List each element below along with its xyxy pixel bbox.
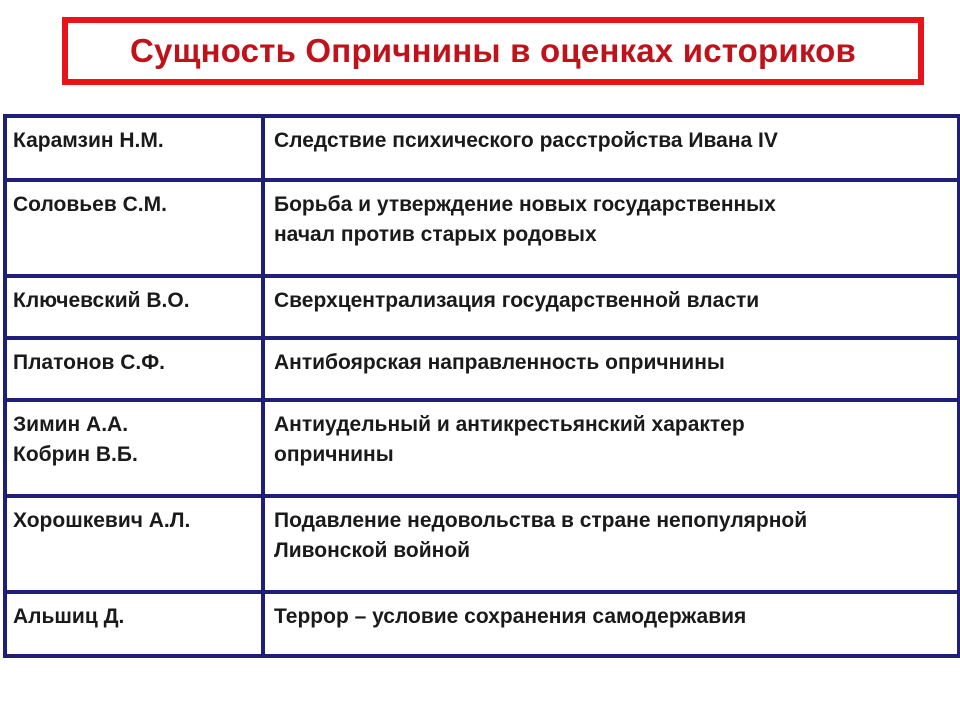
assessment-text: Террор – условие сохранения самодержавия: [274, 605, 747, 628]
historian-cell: [5, 592, 263, 656]
historian-cell: [5, 276, 263, 338]
table-row: [5, 400, 959, 496]
assessment-text: Антиудельный и антикрестьянский характер: [274, 413, 745, 436]
historian-name: Ключевский В.О.: [13, 289, 190, 312]
table-row: [5, 180, 959, 276]
historian-cell: [5, 116, 263, 180]
historian-cell: [5, 496, 263, 592]
assessment-text: Следствие психического расстройства Ивана IV: [274, 129, 778, 152]
assessment-text: Сверхцентрализация государственной власти: [274, 289, 760, 312]
historian-cell: [5, 400, 263, 496]
assessment-cell: [263, 116, 959, 180]
historian-name: Карамзин Н.М.: [13, 129, 164, 152]
assessment-cell: [263, 180, 959, 276]
assessment-cell: [263, 338, 959, 400]
assessment-text: Подавление недовольства в стране непопулярной: [274, 509, 808, 532]
table-row: [5, 116, 959, 180]
historian-cell: [5, 180, 263, 276]
assessment-cell: [263, 276, 959, 338]
historian-name: Соловьев С.М.: [13, 193, 167, 216]
assessment-cell: [263, 592, 959, 656]
historian-name: Платонов С.Ф.: [13, 351, 165, 374]
table-row: [5, 338, 959, 400]
table-row: [5, 276, 959, 338]
table-row: [5, 592, 959, 656]
assessment-cell: [263, 496, 959, 592]
assessment-text: опричнины: [274, 443, 394, 466]
assessment-text: Борьба и утверждение новых государственных: [274, 193, 776, 216]
title-frame: [62, 17, 924, 85]
historians-table: [3, 114, 960, 658]
assessment-text: Антибоярская направленность опричнины: [274, 351, 725, 374]
slide-title: Сущность Опричнины в оценках историков: [129, 32, 857, 69]
assessment-text: Ливонской войной: [274, 539, 471, 562]
historian-name: Хорошкевич А.Л.: [13, 509, 191, 532]
historian-name: Альшиц Д.: [13, 605, 125, 628]
table-row: [5, 496, 959, 592]
historian-name: Кобрин В.Б.: [13, 443, 138, 466]
assessment-cell: [263, 400, 959, 496]
historian-name: Зимин А.А.: [13, 413, 129, 436]
assessment-text: начал против старых родовых: [274, 223, 597, 246]
historian-cell: [5, 338, 263, 400]
